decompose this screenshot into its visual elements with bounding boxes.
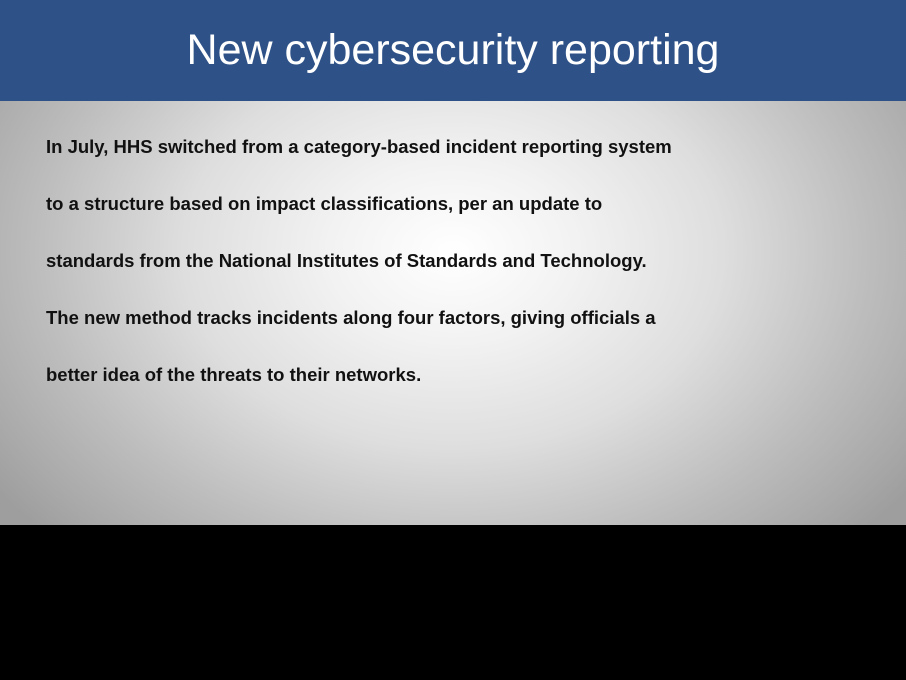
body-line: In July, HHS switched from a category-based incident reporting system [46,136,672,157]
body-line: The new method tracks incidents along four factors, giving officials a [46,307,656,328]
slide-bottom-band [0,525,906,680]
body-line: standards from the National Institutes of Standards and Technology. [46,250,647,271]
body-line: better idea of the threats to their networks. [46,364,422,385]
slide-title-bar [0,0,906,101]
page-title: New cybersecurity reporting [186,26,720,74]
body-line: to a structure based on impact classifications, per an update to [46,193,603,214]
slide-body-text [46,118,870,403]
